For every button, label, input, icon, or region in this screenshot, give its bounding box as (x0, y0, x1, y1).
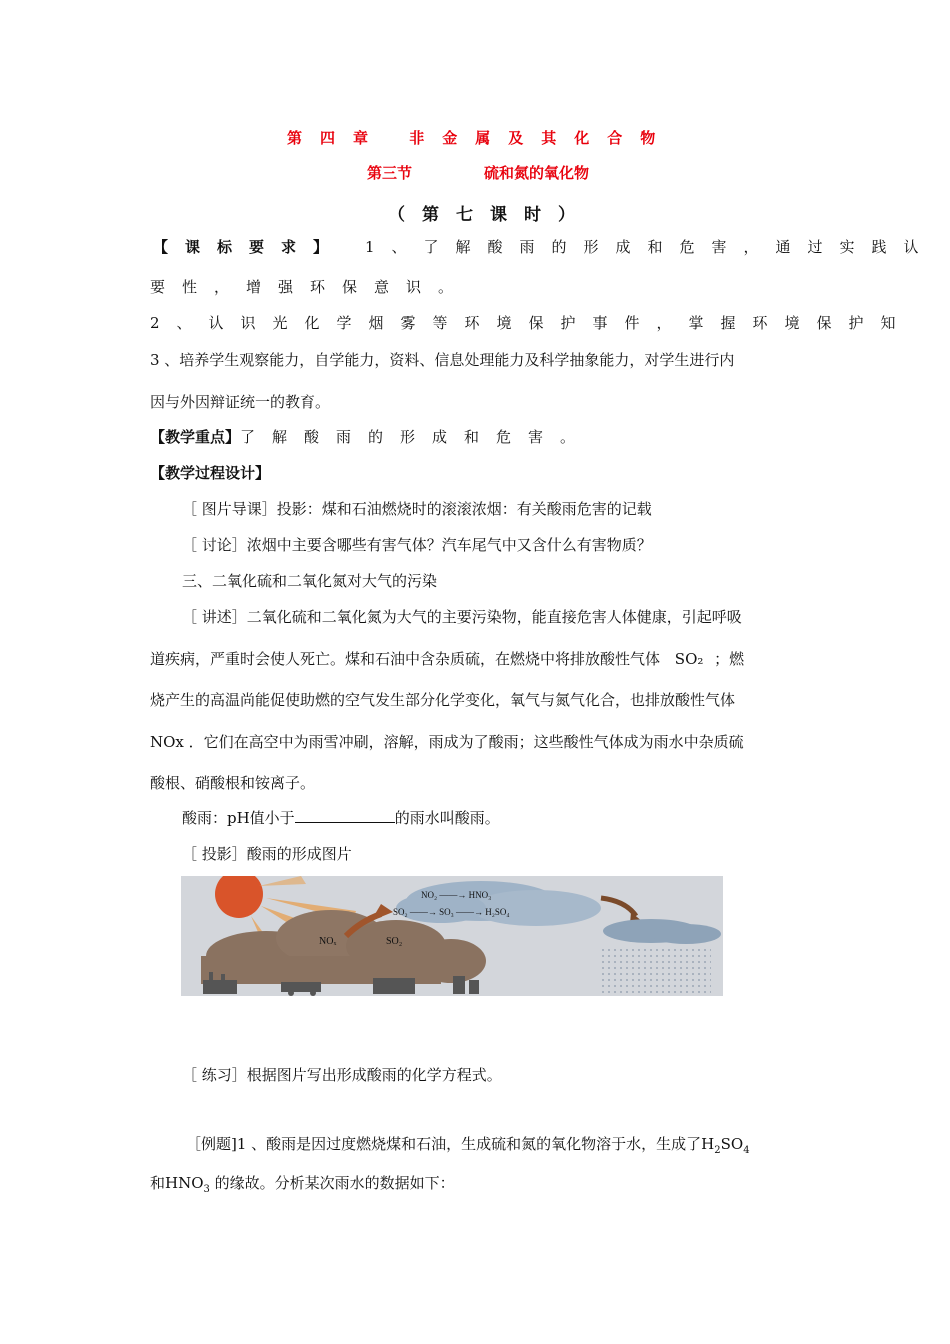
practice-line: ［ 练习］根据图片写出形成酸雨的化学方程式。 (182, 1066, 502, 1084)
key-point (150, 426, 592, 447)
example-text: ［例题]1 、酸雨是因过度燃烧煤和石油，生成硫和氮的氧化物溶于水，生成了H (186, 1135, 715, 1153)
section-title: 硫和氮的氧化物 (484, 164, 590, 182)
cloud-reaction-no2: NO₂ ——→ HNO₃ (421, 890, 492, 900)
acid-rain-svg (181, 876, 723, 996)
lecture-line-2-end: ；燃 (714, 650, 745, 668)
lecture-line-1: ［ 讲述］二氧化硫和二氧化氮为大气的主要污染物，能直接危害人体健康，引起呼吸 (182, 608, 742, 626)
acid-rain-def-start: 酸雨：pH值小于 (182, 809, 295, 827)
so-text: SO (720, 1135, 744, 1153)
lesson-title: （第七课时） (388, 205, 592, 225)
hno-text: 和HNO (150, 1174, 204, 1192)
acid-rain-diagram (181, 876, 723, 996)
section-number: 第三节 (367, 164, 413, 182)
chapter-title: 第四章 非金属及其化合物 (287, 129, 674, 147)
lecture-line-5: 酸根、硝酸根和铵离子。 (150, 774, 316, 792)
requirement-1-line-b: 要性，增强环保意识。 (150, 278, 471, 296)
fill-in-blank (295, 808, 395, 823)
acid-rain-def-end: 的雨水叫酸雨。 (394, 809, 500, 827)
so4-subscript: 4 (743, 1145, 750, 1156)
process-label: 【教学过程设计】 (150, 464, 271, 482)
lecture-line-2 (150, 648, 744, 669)
requirement-2: 2、认识光化学烟雾等环境保护事件，掌握环境保护知 (150, 314, 913, 332)
example-line-2-text: 的缘故。分析某次雨水的数据如下： (209, 1174, 455, 1192)
lecture-line-2-text: 道疾病，严重时会使人死亡。煤和石油中含杂质硫，在燃烧中将排放酸性气体 (150, 650, 661, 668)
process-line-3: 三、二氧化硫和二氧化氮对大气的污染 (182, 572, 438, 590)
hno3-subscript: 3 (203, 1184, 210, 1195)
example-line-2 (150, 1172, 455, 1195)
so2-formula: SO₂ (674, 650, 704, 668)
example-line-1 (186, 1133, 750, 1156)
process-line-1: ［ 图片导课］投影：煤和石油燃烧时的滚滚浓烟：有关酸雨危害的记载 (182, 500, 652, 518)
cloud-reaction-so2: SO₂ ——→ SO₃ ——→ H₂SO₄ (393, 907, 510, 917)
rain-drops-icon (601, 946, 711, 994)
lecture-line-4: NOx ．它们在高空中为雨雪冲刷，溶解，雨成为了酸雨；这些酸性气体成为雨水中杂质硫 (150, 733, 744, 751)
requirement-3-line-b: 因与外因辩证统一的教育。 (150, 393, 331, 411)
requirement-3-line-a: 3 、培养学生观察能力，自学能力，资料、信息处理能力及科学抽象能力，对学生进行内 (150, 351, 735, 369)
lecture-line-3: 烧产生的高温尚能促使助燃的空气发生部分化学变化，氧气与氮气化合，也排放酸性气体 (150, 691, 736, 709)
h2-subscript: 2 (714, 1145, 721, 1156)
requirements-label: 【课标要求】 (153, 238, 346, 256)
requirement-1-line-a: 1、了解酸雨的形成和危害，通过实践认 (365, 238, 936, 256)
projection-caption: ［ 投影］酸雨的形成图片 (182, 845, 352, 863)
key-point-label: 【教学重点】 (150, 428, 241, 446)
smoke-label-so2: SO₂ (386, 936, 403, 947)
smoke-label-nox: NOₓ (319, 936, 337, 947)
acid-rain-definition (182, 807, 500, 828)
building-icon (373, 978, 415, 994)
key-point-text: 了解酸雨的形成和危害。 (240, 428, 593, 446)
process-line-2: ［ 讨论］浓烟中主要含哪些有害气体？汽车尾气中又含什么有害物质？ (182, 536, 652, 554)
